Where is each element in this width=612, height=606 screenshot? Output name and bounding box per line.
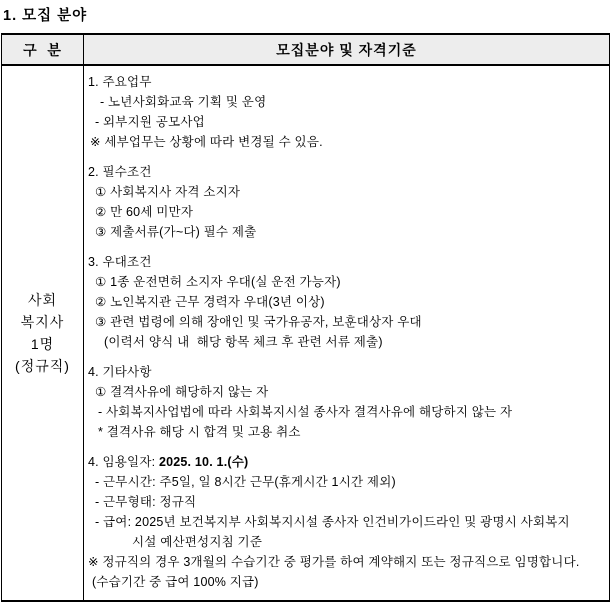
header-cell-category: 구 분 bbox=[2, 35, 84, 64]
text-line-normal: 1. 주요업무 bbox=[88, 75, 152, 89]
text-line-normal: ① 결격사유에 해당하지 않는 자 bbox=[95, 385, 269, 399]
text-line-normal: ※ 세부업무는 상황에 따라 변경될 수 있음. bbox=[90, 135, 323, 149]
text-line bbox=[88, 72, 605, 92]
text-line bbox=[88, 332, 605, 352]
text-line bbox=[88, 572, 605, 592]
category-cell bbox=[2, 66, 84, 600]
section bbox=[88, 362, 605, 442]
text-line-normal: - 근무형태: 정규직 bbox=[95, 495, 197, 509]
section bbox=[88, 162, 605, 242]
section bbox=[88, 452, 605, 592]
text-line bbox=[88, 202, 605, 222]
page-title: 1. 모집 분야 bbox=[3, 8, 88, 24]
header-cell-criteria: 모집분야 및 자격기준 bbox=[276, 41, 417, 58]
text-line-normal: ② 노인복지관 근무 경력자 우대(3년 이상) bbox=[95, 295, 325, 309]
text-line-normal: 시설 예산편성지침 기준 bbox=[132, 535, 263, 549]
text-line bbox=[88, 512, 605, 532]
text-line bbox=[88, 362, 605, 382]
text-line bbox=[88, 382, 605, 402]
text-line bbox=[88, 272, 605, 292]
text-line-normal: ③ 관련 법령에 의해 장애인 및 국가유공자, 보훈대상자 우대 bbox=[95, 315, 422, 329]
text-line bbox=[88, 422, 605, 442]
text-line-normal: 3. 우대조건 bbox=[88, 255, 152, 269]
text-line bbox=[88, 252, 605, 272]
text-line-bold: 2025. 10. 1.(수) bbox=[158, 455, 249, 469]
text-line bbox=[88, 92, 605, 112]
table-body-row bbox=[2, 66, 609, 600]
text-line bbox=[88, 472, 605, 492]
text-line-normal: ① 사회복지사 자격 소지자 bbox=[95, 185, 241, 199]
text-line bbox=[88, 112, 605, 132]
text-line bbox=[88, 402, 605, 422]
text-line-normal: ② 만 60세 미만자 bbox=[95, 205, 194, 219]
text-line-normal: ① 1종 운전면허 소지자 우대(실 운전 가능자) bbox=[95, 275, 341, 289]
text-line-normal: (이력서 양식 내 해당 항목 체크 후 관련 서류 제출) bbox=[104, 335, 383, 349]
category-line: 복지사 bbox=[20, 314, 65, 330]
text-line bbox=[88, 182, 605, 202]
text-line bbox=[88, 452, 605, 472]
text-line bbox=[88, 162, 605, 182]
text-line-normal: 2. 필수조건 bbox=[88, 165, 152, 179]
category-line: 1명 bbox=[30, 336, 55, 352]
text-line bbox=[88, 132, 605, 152]
text-line bbox=[88, 312, 605, 332]
table-header-row bbox=[2, 35, 609, 66]
section bbox=[88, 252, 605, 352]
category-line: 사회 bbox=[27, 292, 58, 308]
text-line bbox=[88, 552, 605, 572]
text-line bbox=[88, 532, 605, 552]
text-line-normal: (수습기간 중 급여 100% 지급) bbox=[92, 575, 259, 589]
criteria-cell bbox=[84, 66, 609, 600]
text-line bbox=[88, 292, 605, 312]
recruitment-table bbox=[1, 33, 610, 602]
text-line-normal: * 결격사유 해당 시 합격 및 고용 취소 bbox=[98, 425, 301, 439]
text-line-normal: - 사회복지사업법에 따라 사회복지시설 종사자 결격사유에 해당하지 않는 자 bbox=[98, 405, 513, 419]
text-line-normal: - 노년사회화교육 기획 및 운영 bbox=[100, 95, 267, 109]
text-line-normal: ③ 제출서류(가~다) 필수 제출 bbox=[95, 225, 257, 239]
text-line-normal: - 외부지원 공모사업 bbox=[95, 115, 205, 129]
section bbox=[88, 72, 605, 152]
text-line-normal: ※ 정규직의 경우 3개월의 수습기간 중 평가를 하여 계약해지 또는 정규직으로 임명합니다. bbox=[88, 555, 580, 569]
text-line-normal: 4. 기타사항 bbox=[88, 365, 152, 379]
text-line-normal: - 근무시간: 주5일, 일 8시간 근무(휴게시간 1시간 제외) bbox=[95, 475, 396, 489]
text-line-normal: 4. 임용일자: bbox=[88, 455, 159, 469]
text-line bbox=[88, 492, 605, 512]
category-line: (정규직) bbox=[15, 358, 70, 374]
text-line bbox=[88, 222, 605, 242]
text-line-normal: - 급여: 2025년 보건복지부 사회복지시설 종사자 인건비가이드라인 및 광명시 사회복지 bbox=[95, 515, 570, 529]
